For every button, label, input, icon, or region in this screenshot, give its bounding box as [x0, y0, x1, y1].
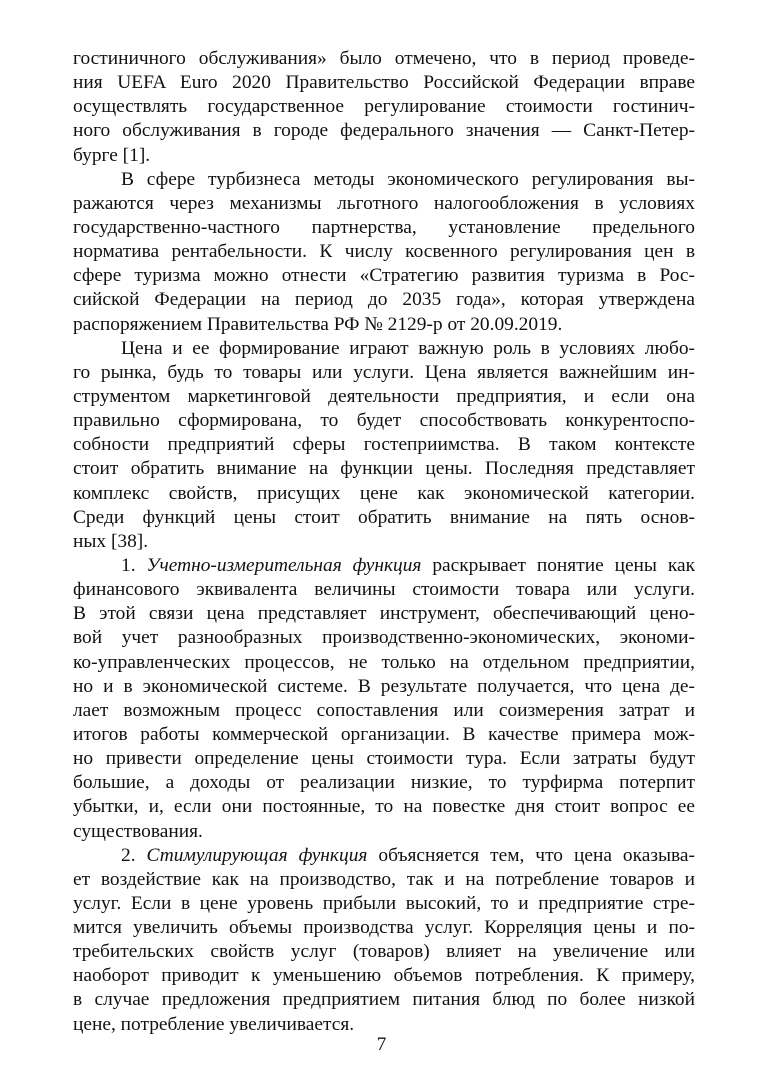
text-line: существования. — [73, 820, 203, 842]
text-line: распоряжением Правительства РФ № 2129-р от 20.09.2019. — [73, 313, 563, 335]
text-line: осуществлять государственное регулирование стоимости гостинич- — [73, 96, 695, 118]
text-line: вой учет разнообразных производственно-экономических, экономи- — [73, 627, 695, 649]
text-line: правильно сформирована, то будет способствовать конкурентоспо- — [73, 410, 695, 432]
function-term: Стимулирующая функция — [146, 844, 368, 866]
text-line: большие, а доходы от реализации низкие, то турфирма потерпит — [73, 772, 695, 794]
text-line: ет воздействие как на производство, так и на потребление товаров и — [73, 868, 695, 890]
text-line — [73, 844, 695, 868]
text-line: гостиничного обслуживания» было отмечено, что в период проведе- — [73, 48, 695, 69]
text-line: стоит обратить внимание на функции цены. Последняя представляет — [73, 458, 695, 480]
text-line: комплекс свойств, присущих цене как экономической категории. — [73, 482, 695, 504]
text-line: ния UEFA Euro 2020 Правительство Российской Федерации вправе — [73, 72, 695, 94]
line-text: объясняется тем, что цена оказыва- — [378, 844, 695, 866]
text-line: норматива рентабельности. К числу косвенного регулирования цен в — [73, 241, 695, 263]
text-line: го рынка, будь то товары или услуги. Цена является важнейшим ин- — [73, 361, 695, 383]
text-line: В этой связи цена представляет инструмент, обеспечивающий цено- — [73, 603, 695, 625]
list-number: 2. — [121, 844, 136, 866]
text-line: наоборот приводит к уменьшению объемов потребления. К примеру, — [73, 965, 695, 987]
text-line: убытки, и, если они постоянные, то на повестке дня стоит вопрос ее — [73, 796, 695, 818]
text-line: государственно-частного партнерства, установление предельного — [73, 216, 695, 238]
function-term: Учетно-измерительная функция — [146, 554, 422, 576]
text-line: лает возможным процесс сопоставления или соизмерения затрат и — [73, 699, 695, 721]
page-number: 7 — [376, 1034, 387, 1055]
text-line: струментом маркетинговой деятельности предприятия, и если она — [73, 385, 695, 407]
text-line: в случае предложения предприятием питания блюд по более низкой — [73, 989, 695, 1011]
text-line: В сфере турбизнеса методы экономического регулирования вы- — [121, 168, 695, 190]
paragraph-2 — [73, 168, 695, 337]
text-line: услуг. Если в цене уровень прибыли высокий, то и предприятие стре- — [73, 892, 695, 914]
text-line: сфере туризма можно отнести «Стратегию развития туризма в Рос- — [73, 265, 695, 287]
text-line: финансового эквивалента величины стоимости товара или услуги. — [73, 579, 695, 601]
paragraph-1 — [73, 47, 695, 168]
text-line: Среди функций цены стоит обратить внимание на пять основ- — [73, 506, 695, 528]
text-line — [73, 554, 695, 578]
line-text: раскрывает понятие цены как — [432, 554, 695, 576]
list-number: 1. — [121, 554, 136, 576]
body-text — [73, 47, 695, 1037]
text-line: но и в экономической системе. В результате получается, что цена де- — [73, 675, 695, 697]
text-line: ражаются через механизмы льготного налогообложения в условиях — [73, 192, 695, 214]
paragraph-3 — [73, 337, 695, 554]
text-line: собности предприятий сферы гостеприимства. В таком контексте — [73, 434, 695, 456]
text-line: бурге [1]. — [73, 144, 151, 166]
text-line: требительских свойств услуг (товаров) влияет на увеличение или — [73, 941, 695, 963]
text-line: но привести определение цены стоимости тура. Если затраты будут — [73, 748, 695, 770]
text-line: итогов работы коммерческой организации. В качестве примера мож- — [73, 723, 695, 745]
text-line: мится увеличить объемы производства услуг. Корреляция цены и по- — [73, 917, 695, 939]
text-line: ко-управленческих процессов, не только на отдельном предприятии, — [73, 651, 695, 673]
text-line: ных [38]. — [73, 530, 149, 552]
paragraph-4 — [73, 554, 695, 844]
text-line: ного обслуживания в городе федерального значения — Санкт-Петер- — [73, 120, 695, 142]
text-line: цене, потребление увеличивается. — [73, 1013, 355, 1035]
text-line: сийской Федерации на период до 2035 года», которая утверждена — [73, 289, 695, 311]
paragraph-5 — [73, 844, 695, 1037]
text-line: Цена и ее формирование играют важную роль в условиях любо- — [121, 337, 695, 359]
